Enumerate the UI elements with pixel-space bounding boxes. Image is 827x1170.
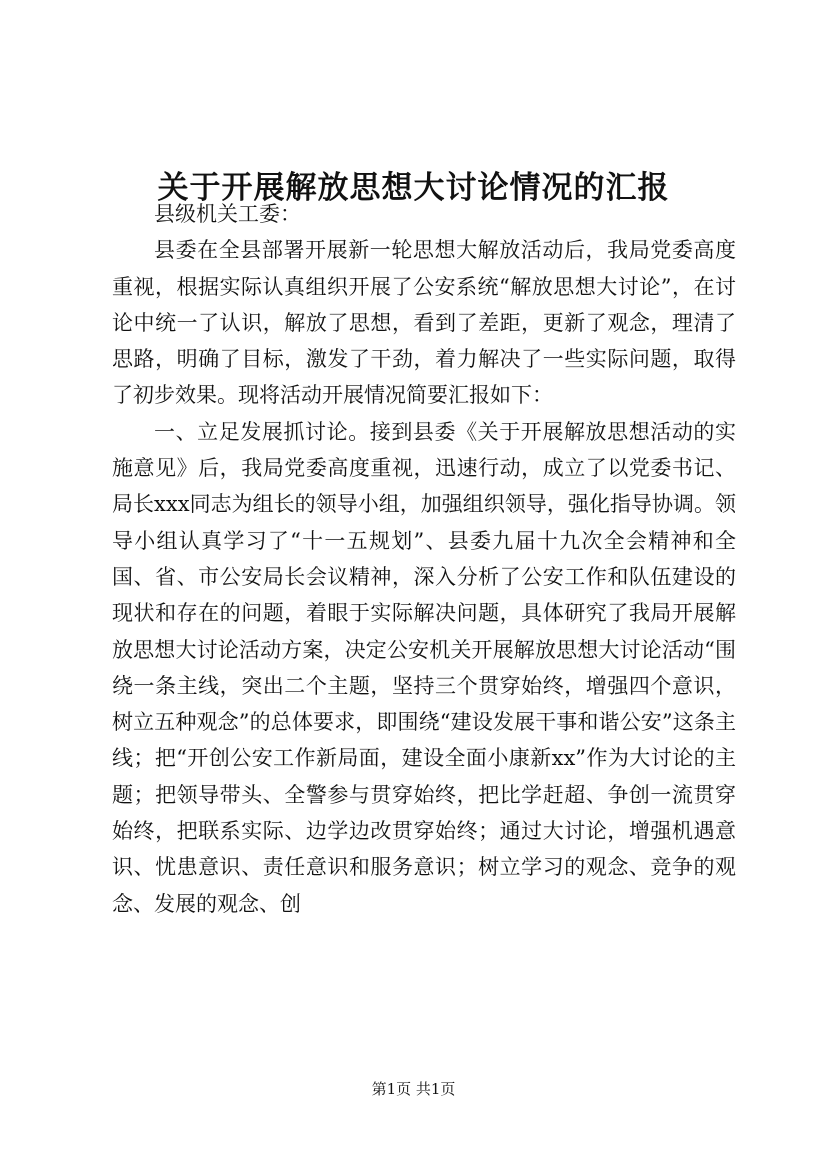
salutation: 县级机关工委： <box>154 202 301 226</box>
paragraph-section-one: 一、立足发展抓讨论。接到县委《关于开展解放思想活动的实施意见》后，我局党委高度重视，迅速行动，成立了以党委书记、局长xxx同志为组长的领导小组，加强组织领导，强化指导协调。领导小组认真学习了“十一五规划”、县委九届十九次全会精神和全国、省、市公安局长会议精神，深入分析了公安工作和队伍建设的现状和存在的问题，着眼于实际解决问题，具体研究了我局开展解放思想大讨论活动方案，决定公安机关开展解放思想大讨论活动“围绕一条主线，突出二个主题，坚持三个贯穿始终，增强四个意识，树立五种观念”的总体要求，即围绕“建设发展干事和谐公安”这条主线；把“开创公安工作新局面，建设全面小康新xx”作为大讨论的主题；把领导带头、全警参与贯穿始终，把比学赶超、争创一流贯穿始终，把联系实际、边学边改贯穿始终；通过大讨论，增强机遇意识、忧患意识、责任意识和服务意识；树立学习的观念、竞争的观念、发展的观念、创 <box>112 419 736 916</box>
document-title: 关于开展解放思想大讨论情况的汇报 <box>157 169 670 206</box>
page-footer: 第1页 共1页 <box>371 1080 456 1098</box>
document-body <box>112 196 736 922</box>
paragraph-intro: 县委在全县部署开展新一轮思想大解放活动后，我局党委高度重视，根据实际认真组织开展了公安系统“解放思想大讨论”，在讨论中统一了认识，解放了思想，看到了差距，更新了观念，理清了思路，明确了目标，激发了干劲，着力解决了一些实际问题，取得了初步效果。现将活动开展情况简要汇报如下： <box>112 238 736 408</box>
